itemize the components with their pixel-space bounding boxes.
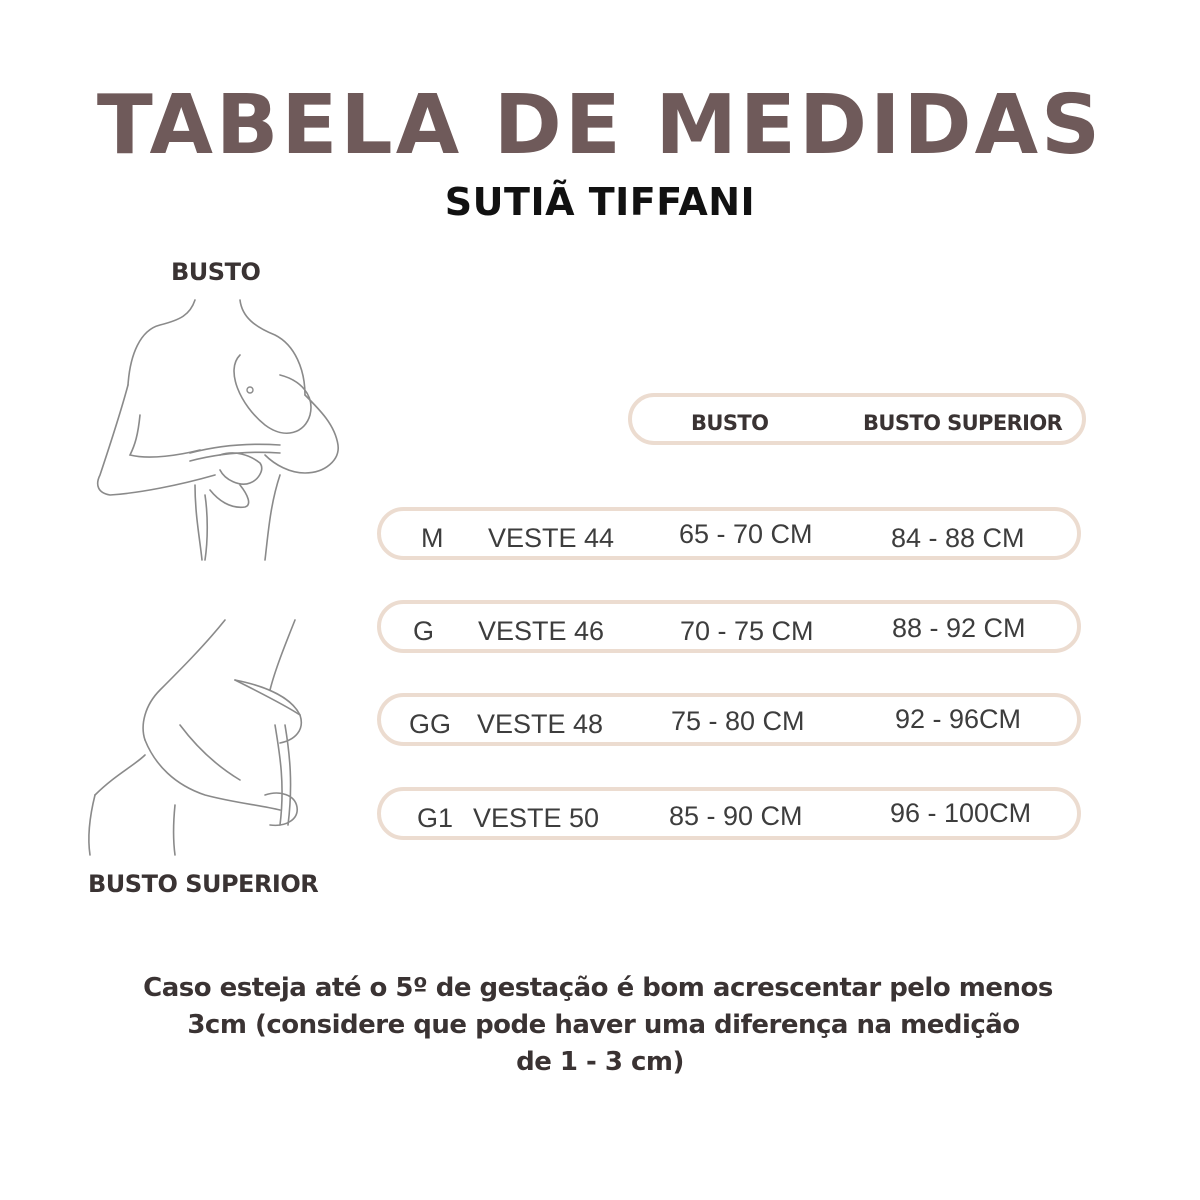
busto-superior-measure-illustration-icon <box>85 615 315 860</box>
size-cell: G1 <box>417 803 454 833</box>
table-row <box>377 507 1081 560</box>
table-row <box>377 787 1081 840</box>
busto-superior-figure-label: BUSTO SUPERIOR <box>88 870 319 898</box>
veste-cell: VESTE 48 <box>477 709 604 739</box>
veste-cell: VESTE 50 <box>473 803 600 833</box>
size-cell: M <box>421 523 444 553</box>
table-header <box>628 393 1086 445</box>
busto-superior-cell: 88 - 92 CM <box>892 613 1026 643</box>
header-busto-superior: BUSTO SUPERIOR <box>863 411 1063 435</box>
busto-superior-cell: 84 - 88 CM <box>891 523 1025 553</box>
table-row <box>377 600 1081 653</box>
page-title: TABELA DE MEDIDAS <box>96 78 1104 173</box>
note-line-1: Caso esteja até o 5º de gestação é bom acrescentar pelo menos <box>143 973 1053 1003</box>
busto-figure-label: BUSTO <box>171 258 261 286</box>
busto-measure-illustration-icon <box>90 295 350 565</box>
table-row <box>377 693 1081 746</box>
busto-superior-cell: 96 - 100CM <box>890 798 1032 828</box>
busto-cell: 65 - 70 CM <box>679 519 813 549</box>
veste-cell: VESTE 46 <box>478 616 605 646</box>
busto-superior-cell: 92 - 96CM <box>895 704 1022 734</box>
pregnancy-note <box>0 970 1200 1081</box>
veste-cell: VESTE 44 <box>488 523 615 553</box>
product-subtitle: SUTIÃ TIFFANI <box>444 180 756 224</box>
header-busto: BUSTO <box>691 411 769 435</box>
busto-cell: 85 - 90 CM <box>669 801 803 831</box>
note-line-2: 3cm (considere que pode haver uma diferença na medição <box>187 1010 1020 1040</box>
busto-cell: 75 - 80 CM <box>671 706 805 736</box>
note-line-3: de 1 - 3 cm) <box>516 1047 684 1077</box>
size-cell: GG <box>409 709 452 739</box>
busto-cell: 70 - 75 CM <box>680 616 814 646</box>
size-cell: G <box>413 616 435 646</box>
